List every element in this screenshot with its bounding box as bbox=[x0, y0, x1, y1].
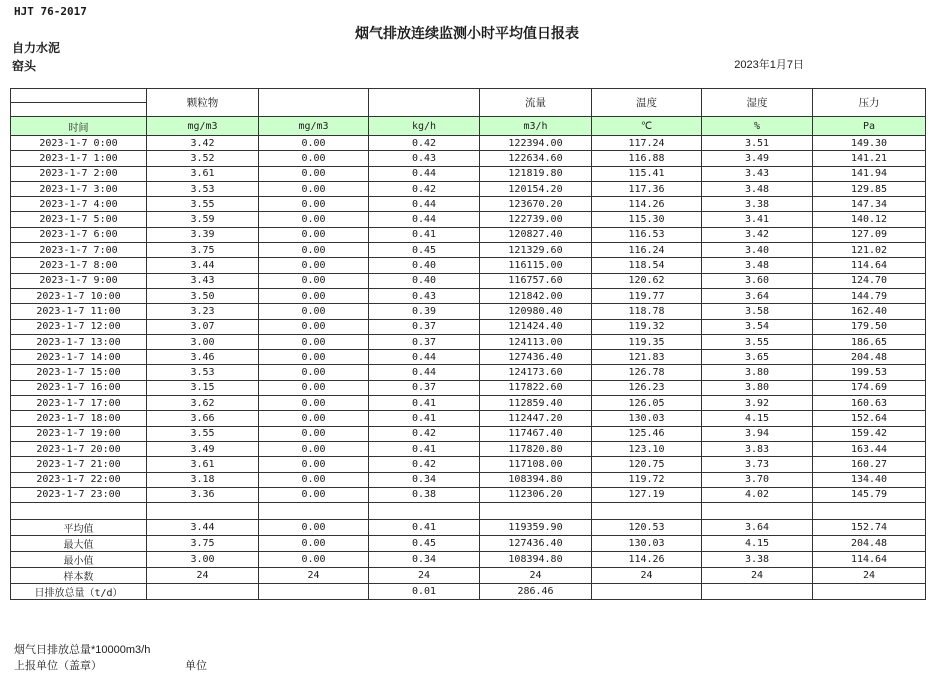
unit-header-cell: % bbox=[702, 117, 813, 136]
value-cell: 3.59 bbox=[147, 212, 259, 227]
value-cell: 0.43 bbox=[369, 288, 480, 303]
value-cell: 3.41 bbox=[702, 212, 813, 227]
value-cell: 0.34 bbox=[369, 472, 480, 487]
value-cell: 116.53 bbox=[592, 227, 702, 242]
header-cell-particulate: 颗粒物 bbox=[147, 89, 259, 117]
value-cell: 0.00 bbox=[259, 441, 369, 456]
value-cell: 117.36 bbox=[592, 181, 702, 196]
summary-value-cell: 0.41 bbox=[369, 520, 480, 536]
summary-row bbox=[11, 520, 926, 536]
unit-header-cell: Pa bbox=[813, 117, 926, 136]
spacer-row bbox=[11, 503, 926, 520]
table-row bbox=[11, 487, 926, 502]
value-cell: 3.61 bbox=[147, 166, 259, 181]
value-cell: 0.00 bbox=[259, 151, 369, 166]
table-row bbox=[11, 396, 926, 411]
summary-value-cell: 3.00 bbox=[147, 552, 259, 568]
value-cell: 112447.20 bbox=[480, 411, 592, 426]
summary-row bbox=[11, 536, 926, 552]
value-cell: 127.09 bbox=[813, 227, 926, 242]
value-cell: 0.42 bbox=[369, 136, 480, 151]
value-cell: 3.62 bbox=[147, 396, 259, 411]
summary-value-cell bbox=[592, 584, 702, 600]
value-cell: 117467.40 bbox=[480, 426, 592, 441]
value-cell: 0.41 bbox=[369, 227, 480, 242]
table-row bbox=[11, 243, 926, 258]
header-cell-blank bbox=[369, 89, 480, 117]
value-cell: 147.34 bbox=[813, 197, 926, 212]
value-cell: 0.00 bbox=[259, 258, 369, 273]
value-cell: 186.65 bbox=[813, 334, 926, 349]
value-cell: 0.37 bbox=[369, 319, 480, 334]
summary-value-cell: 0.00 bbox=[259, 520, 369, 536]
summary-row bbox=[11, 568, 926, 584]
value-cell: 3.42 bbox=[147, 136, 259, 151]
time-cell: 2023-1-7 11:00 bbox=[11, 304, 147, 319]
value-cell: 160.27 bbox=[813, 457, 926, 472]
value-cell: 199.53 bbox=[813, 365, 926, 380]
value-cell: 3.94 bbox=[702, 426, 813, 441]
summary-value-cell bbox=[147, 584, 259, 600]
value-cell: 0.44 bbox=[369, 166, 480, 181]
value-cell: 3.80 bbox=[702, 365, 813, 380]
unit-label: 单位 bbox=[185, 660, 207, 672]
value-cell: 0.00 bbox=[259, 243, 369, 258]
value-cell: 0.42 bbox=[369, 426, 480, 441]
value-cell: 149.30 bbox=[813, 136, 926, 151]
value-cell: 0.00 bbox=[259, 304, 369, 319]
value-cell: 3.46 bbox=[147, 350, 259, 365]
value-cell: 134.40 bbox=[813, 472, 926, 487]
value-cell: 121.02 bbox=[813, 243, 926, 258]
value-cell: 0.00 bbox=[259, 350, 369, 365]
table-row bbox=[11, 166, 926, 181]
time-cell: 2023-1-7 17:00 bbox=[11, 396, 147, 411]
value-cell: 0.41 bbox=[369, 396, 480, 411]
value-cell: 0.40 bbox=[369, 273, 480, 288]
value-cell: 3.43 bbox=[702, 166, 813, 181]
header-cell-humidity: 湿度 bbox=[702, 89, 813, 117]
value-cell: 0.00 bbox=[259, 227, 369, 242]
summary-value-cell: 108394.80 bbox=[480, 552, 592, 568]
value-cell: 0.44 bbox=[369, 212, 480, 227]
summary-value-cell: 120.53 bbox=[592, 520, 702, 536]
value-cell: 3.70 bbox=[702, 472, 813, 487]
empty-cell bbox=[147, 503, 259, 520]
value-cell: 3.60 bbox=[702, 273, 813, 288]
value-cell: 123.10 bbox=[592, 441, 702, 456]
footer-line bbox=[14, 657, 914, 673]
value-cell: 117820.80 bbox=[480, 441, 592, 456]
empty-cell bbox=[702, 503, 813, 520]
summary-value-cell: 127436.40 bbox=[480, 536, 592, 552]
table-row bbox=[11, 151, 926, 166]
value-cell: 122634.60 bbox=[480, 151, 592, 166]
value-cell: 3.49 bbox=[702, 151, 813, 166]
value-cell: 0.00 bbox=[259, 197, 369, 212]
value-cell: 0.42 bbox=[369, 457, 480, 472]
value-cell: 3.75 bbox=[147, 243, 259, 258]
time-cell: 2023-1-7 5:00 bbox=[11, 212, 147, 227]
table-row bbox=[11, 380, 926, 395]
time-cell: 2023-1-7 9:00 bbox=[11, 273, 147, 288]
value-cell: 0.00 bbox=[259, 181, 369, 196]
value-cell: 0.00 bbox=[259, 166, 369, 181]
value-cell: 0.39 bbox=[369, 304, 480, 319]
summary-value-cell: 4.15 bbox=[702, 536, 813, 552]
value-cell: 3.42 bbox=[702, 227, 813, 242]
site-name: 窑头 bbox=[12, 59, 37, 73]
unit-header-cell: mg/m3 bbox=[259, 117, 369, 136]
empty-cell bbox=[480, 503, 592, 520]
time-cell: 2023-1-7 12:00 bbox=[11, 319, 147, 334]
time-cell: 2023-1-7 4:00 bbox=[11, 197, 147, 212]
value-cell: 116.24 bbox=[592, 243, 702, 258]
value-cell: 3.52 bbox=[147, 151, 259, 166]
summary-value-cell: 24 bbox=[702, 568, 813, 584]
summary-value-cell: 3.64 bbox=[702, 520, 813, 536]
value-cell: 160.63 bbox=[813, 396, 926, 411]
value-cell: 141.21 bbox=[813, 151, 926, 166]
unit-header-cell: kg/h bbox=[369, 117, 480, 136]
summary-value-cell: 24 bbox=[480, 568, 592, 584]
value-cell: 0.00 bbox=[259, 426, 369, 441]
time-cell: 2023-1-7 6:00 bbox=[11, 227, 147, 242]
value-cell: 3.83 bbox=[702, 441, 813, 456]
summary-value-cell: 130.03 bbox=[592, 536, 702, 552]
header-cell-temperature: 温度 bbox=[592, 89, 702, 117]
value-cell: 140.12 bbox=[813, 212, 926, 227]
time-cell: 2023-1-7 18:00 bbox=[11, 411, 147, 426]
value-cell: 179.50 bbox=[813, 319, 926, 334]
summary-row bbox=[11, 584, 926, 600]
value-cell: 0.44 bbox=[369, 197, 480, 212]
table-row bbox=[11, 319, 926, 334]
table-row bbox=[11, 457, 926, 472]
value-cell: 3.48 bbox=[702, 258, 813, 273]
value-cell: 159.42 bbox=[813, 426, 926, 441]
summary-value-cell bbox=[702, 584, 813, 600]
value-cell: 122739.00 bbox=[480, 212, 592, 227]
value-cell: 0.00 bbox=[259, 457, 369, 472]
time-cell: 2023-1-7 10:00 bbox=[11, 288, 147, 303]
value-cell: 0.00 bbox=[259, 365, 369, 380]
time-cell: 2023-1-7 21:00 bbox=[11, 457, 147, 472]
value-cell: 119.77 bbox=[592, 288, 702, 303]
value-cell: 0.40 bbox=[369, 258, 480, 273]
value-cell: 3.38 bbox=[702, 197, 813, 212]
table-row bbox=[11, 227, 926, 242]
value-cell: 144.79 bbox=[813, 288, 926, 303]
value-cell: 119.35 bbox=[592, 334, 702, 349]
value-cell: 145.79 bbox=[813, 487, 926, 502]
value-cell: 120.75 bbox=[592, 457, 702, 472]
unit-header-cell: mg/m3 bbox=[147, 117, 259, 136]
value-cell: 0.37 bbox=[369, 334, 480, 349]
value-cell: 3.00 bbox=[147, 334, 259, 349]
unit-header-cell: ℃ bbox=[592, 117, 702, 136]
report-table bbox=[10, 88, 926, 600]
table-row bbox=[11, 441, 926, 456]
value-cell: 3.61 bbox=[147, 457, 259, 472]
value-cell: 0.00 bbox=[259, 472, 369, 487]
value-cell: 3.50 bbox=[147, 288, 259, 303]
summary-value-cell: 204.48 bbox=[813, 536, 926, 552]
value-cell: 3.40 bbox=[702, 243, 813, 258]
value-cell: 3.54 bbox=[702, 319, 813, 334]
value-cell: 0.45 bbox=[369, 243, 480, 258]
value-cell: 3.53 bbox=[147, 365, 259, 380]
value-cell: 3.39 bbox=[147, 227, 259, 242]
time-cell: 2023-1-7 14:00 bbox=[11, 350, 147, 365]
value-cell: 3.92 bbox=[702, 396, 813, 411]
empty-cell bbox=[11, 503, 147, 520]
value-cell: 118.78 bbox=[592, 304, 702, 319]
value-cell: 117.24 bbox=[592, 136, 702, 151]
value-cell: 121329.60 bbox=[480, 243, 592, 258]
table-row bbox=[11, 426, 926, 441]
summary-label-cell: 样本数 bbox=[11, 568, 147, 584]
time-cell: 2023-1-7 8:00 bbox=[11, 258, 147, 273]
table-row bbox=[11, 258, 926, 273]
value-cell: 0.37 bbox=[369, 380, 480, 395]
value-cell: 120980.40 bbox=[480, 304, 592, 319]
daily-total-footnote: 烟气日排放总量*10000m3/h bbox=[14, 644, 151, 656]
summary-label-cell: 最大值 bbox=[11, 536, 147, 552]
summary-value-cell: 24 bbox=[147, 568, 259, 584]
value-cell: 0.43 bbox=[369, 151, 480, 166]
value-cell: 3.64 bbox=[702, 288, 813, 303]
value-cell: 0.38 bbox=[369, 487, 480, 502]
value-cell: 122394.00 bbox=[480, 136, 592, 151]
value-cell: 3.48 bbox=[702, 181, 813, 196]
value-cell: 116115.00 bbox=[480, 258, 592, 273]
value-cell: 3.80 bbox=[702, 380, 813, 395]
value-cell: 119.72 bbox=[592, 472, 702, 487]
value-cell: 0.00 bbox=[259, 411, 369, 426]
summary-value-cell: 3.44 bbox=[147, 520, 259, 536]
table-row bbox=[11, 472, 926, 487]
time-cell: 2023-1-7 20:00 bbox=[11, 441, 147, 456]
value-cell: 3.55 bbox=[702, 334, 813, 349]
value-cell: 116757.60 bbox=[480, 273, 592, 288]
value-cell: 3.58 bbox=[702, 304, 813, 319]
value-cell: 124113.00 bbox=[480, 334, 592, 349]
time-cell: 2023-1-7 3:00 bbox=[11, 181, 147, 196]
table-row bbox=[11, 136, 926, 151]
value-cell: 114.26 bbox=[592, 197, 702, 212]
value-cell: 4.02 bbox=[702, 487, 813, 502]
time-header-cell: 时间 bbox=[11, 117, 147, 136]
summary-label-cell: 最小值 bbox=[11, 552, 147, 568]
summary-value-cell: 152.74 bbox=[813, 520, 926, 536]
summary-label-cell: 平均值 bbox=[11, 520, 147, 536]
summary-label-cell: 日排放总量（t/d） bbox=[11, 584, 147, 600]
page-title: 烟气排放连续监测小时平均值日报表 bbox=[355, 25, 579, 41]
value-cell: 121.83 bbox=[592, 350, 702, 365]
summary-value-cell: 0.34 bbox=[369, 552, 480, 568]
value-cell: 0.00 bbox=[259, 334, 369, 349]
header-cell-pressure: 压力 bbox=[813, 89, 926, 117]
empty-cell bbox=[259, 503, 369, 520]
standard-code: HJT 76-2017 bbox=[14, 5, 87, 18]
time-cell: 2023-1-7 2:00 bbox=[11, 166, 147, 181]
value-cell: 0.41 bbox=[369, 441, 480, 456]
value-cell: 124173.60 bbox=[480, 365, 592, 380]
value-cell: 0.42 bbox=[369, 181, 480, 196]
table-row bbox=[11, 288, 926, 303]
value-cell: 121842.00 bbox=[480, 288, 592, 303]
value-cell: 3.23 bbox=[147, 304, 259, 319]
table-row bbox=[11, 304, 926, 319]
value-cell: 123670.20 bbox=[480, 197, 592, 212]
summary-value-cell: 0.01 bbox=[369, 584, 480, 600]
report-unit-label: 上报单位（盖章） bbox=[14, 660, 102, 672]
table-row bbox=[11, 334, 926, 349]
summary-value-cell: 24 bbox=[259, 568, 369, 584]
value-cell: 3.66 bbox=[147, 411, 259, 426]
summary-value-cell: 0.45 bbox=[369, 536, 480, 552]
value-cell: 117822.60 bbox=[480, 380, 592, 395]
value-cell: 3.51 bbox=[702, 136, 813, 151]
time-cell: 2023-1-7 7:00 bbox=[11, 243, 147, 258]
value-cell: 3.44 bbox=[147, 258, 259, 273]
empty-cell bbox=[369, 503, 480, 520]
header-cell-blank-top bbox=[11, 89, 147, 103]
value-cell: 114.64 bbox=[813, 258, 926, 273]
value-cell: 0.00 bbox=[259, 396, 369, 411]
value-cell: 126.23 bbox=[592, 380, 702, 395]
summary-value-cell: 3.75 bbox=[147, 536, 259, 552]
summary-value-cell: 286.46 bbox=[480, 584, 592, 600]
time-cell: 2023-1-7 1:00 bbox=[11, 151, 147, 166]
value-cell: 115.41 bbox=[592, 166, 702, 181]
value-cell: 120154.20 bbox=[480, 181, 592, 196]
value-cell: 120827.40 bbox=[480, 227, 592, 242]
value-cell: 0.00 bbox=[259, 212, 369, 227]
value-cell: 3.55 bbox=[147, 426, 259, 441]
unit-header-cell: m3/h bbox=[480, 117, 592, 136]
value-cell: 127.19 bbox=[592, 487, 702, 502]
summary-value-cell bbox=[813, 584, 926, 600]
empty-cell bbox=[813, 503, 926, 520]
value-cell: 115.30 bbox=[592, 212, 702, 227]
summary-value-cell bbox=[259, 584, 369, 600]
summary-value-cell: 0.00 bbox=[259, 536, 369, 552]
value-cell: 3.73 bbox=[702, 457, 813, 472]
table-row bbox=[11, 350, 926, 365]
summary-value-cell: 3.38 bbox=[702, 552, 813, 568]
value-cell: 3.49 bbox=[147, 441, 259, 456]
value-cell: 129.85 bbox=[813, 181, 926, 196]
summary-value-cell: 24 bbox=[369, 568, 480, 584]
value-cell: 126.05 bbox=[592, 396, 702, 411]
time-cell: 2023-1-7 13:00 bbox=[11, 334, 147, 349]
value-cell: 3.18 bbox=[147, 472, 259, 487]
time-cell: 2023-1-7 16:00 bbox=[11, 380, 147, 395]
table-row bbox=[11, 273, 926, 288]
value-cell: 0.44 bbox=[369, 365, 480, 380]
value-cell: 112306.20 bbox=[480, 487, 592, 502]
unit-header-row bbox=[11, 117, 926, 136]
value-cell: 0.41 bbox=[369, 411, 480, 426]
value-cell: 108394.80 bbox=[480, 472, 592, 487]
value-cell: 3.15 bbox=[147, 380, 259, 395]
value-cell: 141.94 bbox=[813, 166, 926, 181]
value-cell: 126.78 bbox=[592, 365, 702, 380]
value-cell: 3.65 bbox=[702, 350, 813, 365]
value-cell: 163.44 bbox=[813, 441, 926, 456]
company-name: 自力水泥 bbox=[12, 41, 61, 55]
time-cell: 2023-1-7 0:00 bbox=[11, 136, 147, 151]
value-cell: 112859.40 bbox=[480, 396, 592, 411]
header-cell-blank bbox=[259, 89, 369, 117]
value-cell: 121819.80 bbox=[480, 166, 592, 181]
value-cell: 162.40 bbox=[813, 304, 926, 319]
value-cell: 116.88 bbox=[592, 151, 702, 166]
table-row bbox=[11, 197, 926, 212]
table-row bbox=[11, 181, 926, 196]
value-cell: 0.00 bbox=[259, 273, 369, 288]
header-cell-flow: 流量 bbox=[480, 89, 592, 117]
report-date: 2023年1月7日 bbox=[734, 59, 804, 71]
value-cell: 174.69 bbox=[813, 380, 926, 395]
time-cell: 2023-1-7 23:00 bbox=[11, 487, 147, 502]
value-cell: 124.70 bbox=[813, 273, 926, 288]
empty-cell bbox=[592, 503, 702, 520]
value-cell: 117108.00 bbox=[480, 457, 592, 472]
value-cell: 3.36 bbox=[147, 487, 259, 502]
summary-value-cell: 24 bbox=[813, 568, 926, 584]
summary-row bbox=[11, 552, 926, 568]
value-cell: 3.07 bbox=[147, 319, 259, 334]
summary-value-cell: 119359.90 bbox=[480, 520, 592, 536]
time-cell: 2023-1-7 19:00 bbox=[11, 426, 147, 441]
summary-value-cell: 114.26 bbox=[592, 552, 702, 568]
value-cell: 0.00 bbox=[259, 487, 369, 502]
value-cell: 119.32 bbox=[592, 319, 702, 334]
value-cell: 3.53 bbox=[147, 181, 259, 196]
value-cell: 121424.40 bbox=[480, 319, 592, 334]
summary-value-cell: 0.00 bbox=[259, 552, 369, 568]
table-row bbox=[11, 365, 926, 380]
summary-value-cell: 114.64 bbox=[813, 552, 926, 568]
time-cell: 2023-1-7 22:00 bbox=[11, 472, 147, 487]
value-cell: 152.64 bbox=[813, 411, 926, 426]
header-cell-blank-bottom bbox=[11, 103, 147, 117]
value-cell: 0.44 bbox=[369, 350, 480, 365]
value-cell: 3.43 bbox=[147, 273, 259, 288]
value-cell: 3.55 bbox=[147, 197, 259, 212]
value-cell: 127436.40 bbox=[480, 350, 592, 365]
table-row bbox=[11, 411, 926, 426]
time-cell: 2023-1-7 15:00 bbox=[11, 365, 147, 380]
summary-value-cell: 24 bbox=[592, 568, 702, 584]
value-cell: 4.15 bbox=[702, 411, 813, 426]
value-cell: 125.46 bbox=[592, 426, 702, 441]
table-row bbox=[11, 212, 926, 227]
value-cell: 130.03 bbox=[592, 411, 702, 426]
value-cell: 0.00 bbox=[259, 380, 369, 395]
value-cell: 0.00 bbox=[259, 288, 369, 303]
value-cell: 120.62 bbox=[592, 273, 702, 288]
value-cell: 118.54 bbox=[592, 258, 702, 273]
group-header-row bbox=[11, 89, 926, 103]
value-cell: 0.00 bbox=[259, 319, 369, 334]
value-cell: 0.00 bbox=[259, 136, 369, 151]
value-cell: 204.48 bbox=[813, 350, 926, 365]
